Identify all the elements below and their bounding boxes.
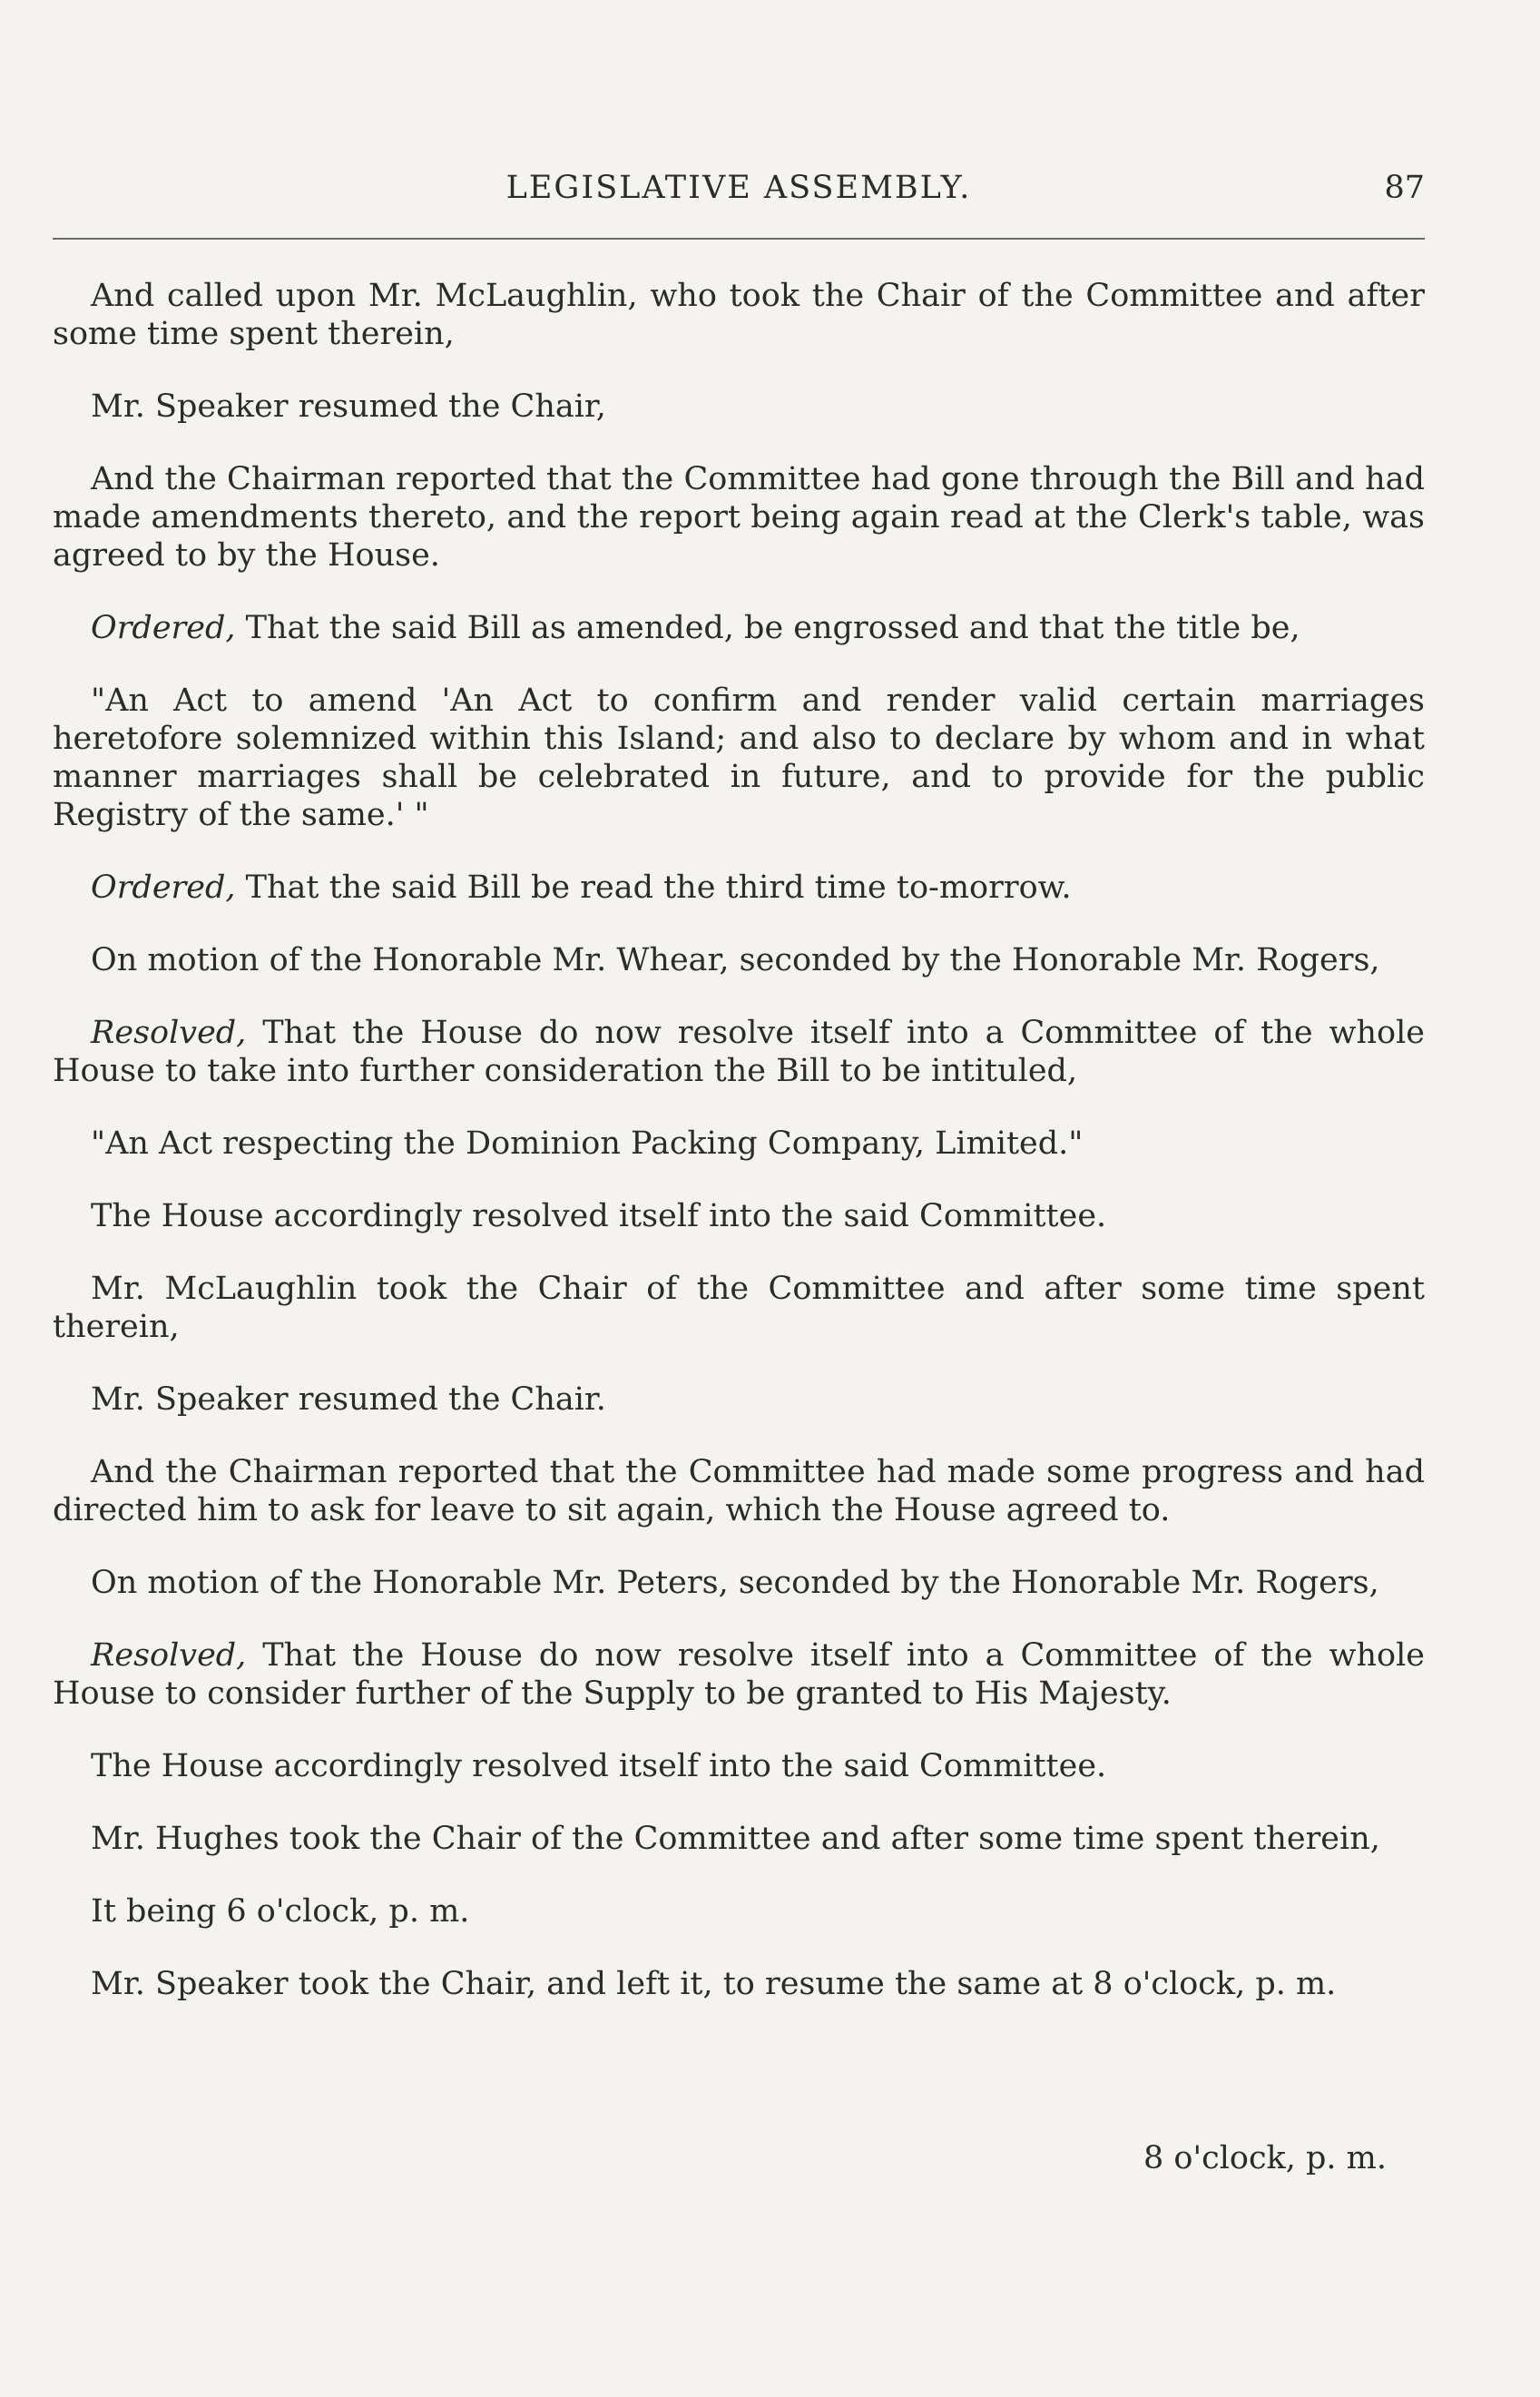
- paragraph-7: [53, 941, 1425, 979]
- paragraph-2: [53, 388, 1425, 426]
- paragraph-18: [53, 1892, 1425, 1930]
- paragraph-10: [53, 1197, 1425, 1235]
- paragraph-9-text: "An Act respecting the Dominion Packing Company, Limited.": [91, 1125, 1084, 1162]
- paragraph-7-text: On motion of the Honorable Mr. Whear, seconded by the Honorable Mr. Rogers,: [91, 942, 1380, 978]
- paragraph-5-text: "An Act to amend 'An Act to confirm and render valid certain marriages heretofore solemnized within this Island; and also to declare by whom and in what manner marriages shall be celebrated in future, and to provide for the public Registry of the same.' ": [53, 683, 1425, 833]
- paragraph-2-text: Mr. Speaker resumed the Chair,: [91, 388, 606, 425]
- journal-body: [53, 277, 1425, 2038]
- paragraph-6-text: That the said Bill be read the third time to-morrow.: [235, 869, 1072, 906]
- paragraph-11-text: Mr. McLaughlin took the Chair of the Committee and after some time spent therein,: [53, 1271, 1425, 1345]
- paragraph-19: [53, 1965, 1425, 2003]
- paragraph-3-text: And the Chairman reported that the Committee had gone through the Bill and had made amendments thereto, and the report being again read at the Clerk's table, was agreed to by the House.: [53, 461, 1425, 574]
- paragraph-12-text: Mr. Speaker resumed the Chair.: [91, 1381, 606, 1418]
- paragraph-3: [53, 460, 1425, 575]
- running-title: LEGISLATIVE ASSEMBLY.: [505, 170, 972, 206]
- paragraph-1-text: And called upon Mr. McLaughlin, who took the Chair of the Committee and after some time spent therein,: [53, 278, 1425, 352]
- paragraph-16-text: The House accordingly resolved itself into the said Committee.: [91, 1748, 1107, 1784]
- paragraph-5: [53, 682, 1425, 834]
- paragraph-15-text: That the House do now resolve itself into a Committee of the whole House to consider further of the Supply to be granted to His Majesty.: [53, 1637, 1425, 1712]
- paragraph-4-text: That the said Bill as amended, be engrossed and that the title be,: [235, 610, 1300, 646]
- paragraph-13: [53, 1453, 1425, 1529]
- paragraph-9: [53, 1125, 1425, 1163]
- paragraph-1: [53, 277, 1425, 353]
- paragraph-4: [53, 609, 1425, 647]
- paragraph-12: [53, 1380, 1425, 1419]
- paragraph-18-text: It being 6 o'clock, p. m.: [91, 1893, 470, 1930]
- paragraph-10-text: The House accordingly resolved itself into the said Committee.: [91, 1198, 1107, 1234]
- paragraph-14-text: On motion of the Honorable Mr. Peters, seconded by the Honorable Mr. Rogers,: [91, 1565, 1379, 1601]
- paragraph-8-lead: Resolved,: [91, 1015, 247, 1051]
- closing-time: 8 o'clock, p. m.: [1143, 2140, 1387, 2176]
- paragraph-6-lead: Ordered,: [91, 869, 236, 906]
- paragraph-4-lead: Ordered,: [91, 610, 236, 646]
- paragraph-16: [53, 1747, 1425, 1785]
- paragraph-17-text: Mr. Hughes took the Chair of the Committee and after some time spent therein,: [91, 1821, 1380, 1857]
- header-rule: [53, 238, 1425, 240]
- paragraph-8: [53, 1014, 1425, 1090]
- paragraph-15: [53, 1636, 1425, 1713]
- paragraph-11: [53, 1270, 1425, 1346]
- paragraph-14: [53, 1564, 1425, 1602]
- paragraph-17: [53, 1820, 1425, 1858]
- paragraph-6: [53, 869, 1425, 907]
- page-number: 87: [1384, 170, 1425, 206]
- paragraph-13-text: And the Chairman reported that the Committee had made some progress and had directed him to ask for leave to sit again, which the House agreed to.: [53, 1454, 1425, 1528]
- paragraph-8-text: That the House do now resolve itself into a Committee of the whole House to take into further consideration the Bill to be intituled,: [53, 1015, 1425, 1089]
- page-header: [53, 166, 1425, 221]
- paragraph-19-text: Mr. Speaker took the Chair, and left it, to resume the same at 8 o'clock, p. m.: [91, 1966, 1337, 2002]
- paragraph-15-lead: Resolved,: [91, 1637, 247, 1674]
